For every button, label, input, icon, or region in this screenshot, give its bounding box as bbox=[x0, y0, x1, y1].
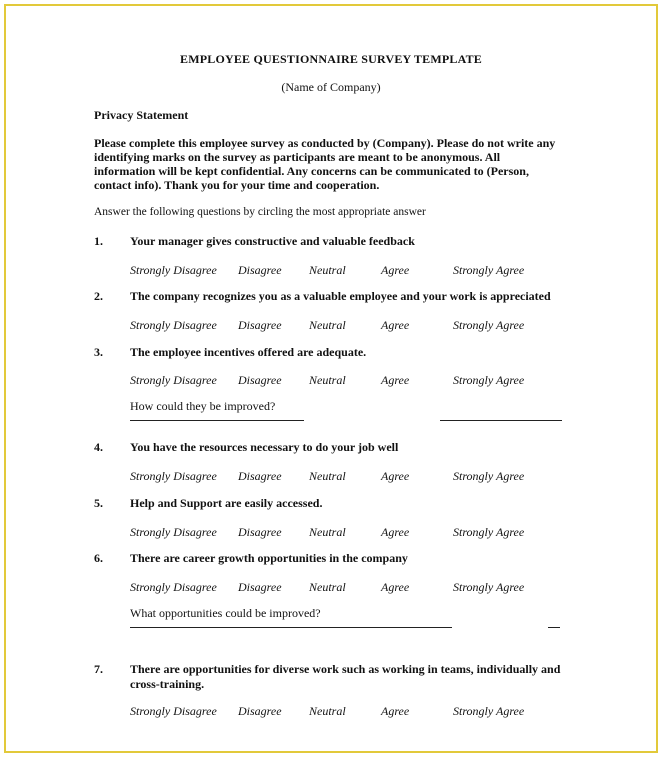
question-text: The employee incentives offered are adequate. bbox=[130, 345, 367, 359]
answer-scale-2 bbox=[130, 318, 550, 334]
answer-scale-4 bbox=[130, 469, 550, 485]
option-strongly-disagree[interactable]: Strongly Disagree bbox=[130, 373, 217, 387]
question-number: 4. bbox=[94, 440, 103, 454]
option-strongly-disagree[interactable]: Strongly Disagree bbox=[130, 525, 217, 539]
option-agree[interactable]: Agree bbox=[381, 373, 410, 387]
question-number: 2. bbox=[94, 289, 103, 303]
option-agree[interactable]: Agree bbox=[381, 525, 410, 539]
document-title: EMPLOYEE QUESTIONNAIRE SURVEY TEMPLATE bbox=[179, 52, 482, 66]
question-text: There are career growth opportunities in the company bbox=[130, 551, 408, 565]
answer-scale-5 bbox=[130, 525, 550, 541]
followup-prompt-6: What opportunities could be improved? bbox=[130, 606, 321, 620]
answer-line[interactable] bbox=[548, 627, 560, 628]
answer-line[interactable] bbox=[440, 420, 562, 421]
option-neutral[interactable]: Neutral bbox=[309, 580, 346, 594]
option-disagree[interactable]: Disagree bbox=[238, 580, 282, 594]
option-disagree[interactable]: Disagree bbox=[238, 263, 282, 277]
question-text: Your manager gives constructive and valuable feedback bbox=[130, 234, 415, 248]
option-agree[interactable]: Agree bbox=[381, 318, 410, 332]
answer-line[interactable] bbox=[130, 420, 304, 421]
answer-scale-6 bbox=[130, 580, 550, 596]
option-strongly-disagree[interactable]: Strongly Disagree bbox=[130, 469, 217, 483]
option-neutral[interactable]: Neutral bbox=[309, 373, 346, 387]
question-number: 6. bbox=[94, 551, 103, 565]
question-text: The company recognizes you as a valuable employee and your work is appreciated bbox=[130, 289, 551, 303]
option-neutral[interactable]: Neutral bbox=[309, 704, 346, 718]
privacy-heading: Privacy Statement bbox=[94, 108, 189, 122]
answer-line[interactable] bbox=[130, 627, 452, 628]
question-text: Help and Support are easily accessed. bbox=[130, 496, 323, 510]
option-neutral[interactable]: Neutral bbox=[309, 469, 346, 483]
instructions: Answer the following questions by circling the most appropriate answer bbox=[94, 206, 426, 218]
option-neutral[interactable]: Neutral bbox=[309, 263, 346, 277]
option-disagree[interactable]: Disagree bbox=[238, 525, 282, 539]
question-text: There are opportunities for diverse work such as working in teams, individually and cross-training. bbox=[130, 662, 561, 691]
question-number: 5. bbox=[94, 496, 103, 510]
company-name-placeholder: (Name of Company) bbox=[281, 80, 381, 94]
answer-scale-3 bbox=[130, 373, 550, 389]
option-disagree[interactable]: Disagree bbox=[238, 469, 282, 483]
answer-scale-1 bbox=[130, 263, 550, 279]
option-agree[interactable]: Agree bbox=[381, 263, 410, 277]
option-neutral[interactable]: Neutral bbox=[309, 525, 346, 539]
option-strongly-agree[interactable]: Strongly Agree bbox=[453, 525, 525, 539]
option-strongly-agree[interactable]: Strongly Agree bbox=[453, 318, 525, 332]
question-number: 7. bbox=[94, 662, 103, 676]
option-strongly-agree[interactable]: Strongly Agree bbox=[453, 469, 525, 483]
option-neutral[interactable]: Neutral bbox=[309, 318, 346, 332]
followup-prompt-3: How could they be improved? bbox=[130, 399, 276, 413]
privacy-statement: Please complete this employee survey as conducted by (Company). Please do not write any identifying marks on the survey as participants are meant to be anonymous. All information will be kept confidential. Any concerns can be communicated to (Person, contact info). Thank you for your time and cooperation. bbox=[94, 136, 556, 192]
option-strongly-disagree[interactable]: Strongly Disagree bbox=[130, 704, 217, 718]
option-strongly-disagree[interactable]: Strongly Disagree bbox=[130, 263, 217, 277]
question-text: You have the resources necessary to do your job well bbox=[130, 440, 399, 454]
option-strongly-disagree[interactable]: Strongly Disagree bbox=[130, 318, 217, 332]
option-strongly-agree[interactable]: Strongly Agree bbox=[453, 263, 525, 277]
option-disagree[interactable]: Disagree bbox=[238, 704, 282, 718]
option-disagree[interactable]: Disagree bbox=[238, 318, 282, 332]
survey-page bbox=[4, 4, 658, 753]
option-agree[interactable]: Agree bbox=[381, 580, 410, 594]
option-disagree[interactable]: Disagree bbox=[238, 373, 282, 387]
option-agree[interactable]: Agree bbox=[381, 704, 410, 718]
option-strongly-agree[interactable]: Strongly Agree bbox=[453, 704, 525, 718]
question-number: 1. bbox=[94, 234, 103, 248]
option-strongly-agree[interactable]: Strongly Agree bbox=[453, 580, 525, 594]
option-strongly-disagree[interactable]: Strongly Disagree bbox=[130, 580, 217, 594]
option-strongly-agree[interactable]: Strongly Agree bbox=[453, 373, 525, 387]
question-number: 3. bbox=[94, 345, 103, 359]
answer-scale-7 bbox=[130, 704, 550, 720]
option-agree[interactable]: Agree bbox=[381, 469, 410, 483]
